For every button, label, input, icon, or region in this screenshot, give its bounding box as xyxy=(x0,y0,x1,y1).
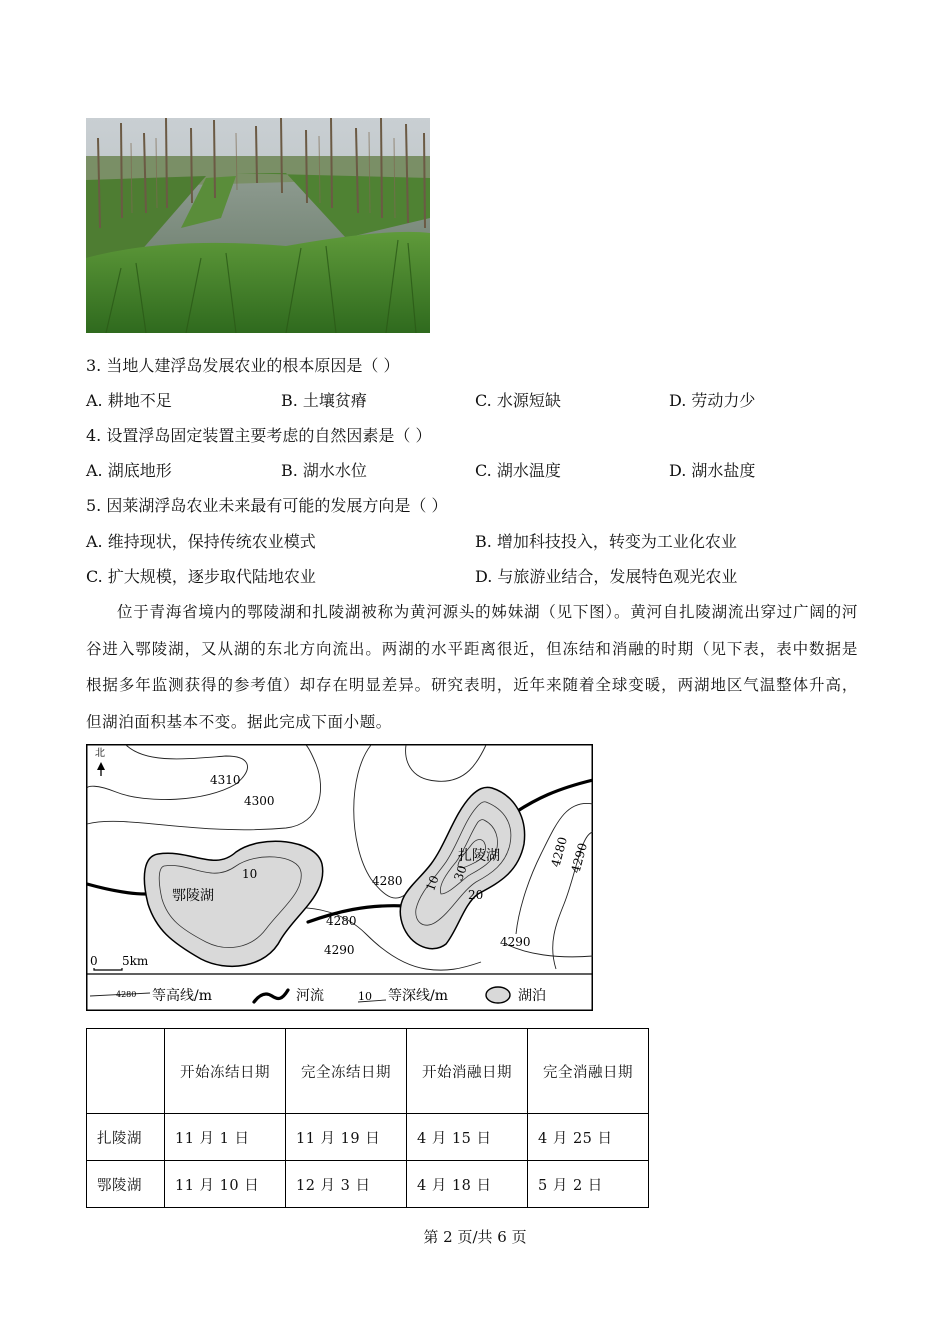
table-cell: 12 月 3 日 xyxy=(286,1161,407,1208)
table-cell: 11 月 19 日 xyxy=(286,1114,407,1161)
table-header-cell: 开始冻结日期 xyxy=(165,1029,286,1114)
contour-label-4300: 4300 xyxy=(244,794,275,808)
table-row xyxy=(87,1161,649,1208)
legend-contour-sample: 4280 xyxy=(116,990,137,999)
legend-contour-label: 等高线/m xyxy=(152,988,212,1004)
legend-depth-label: 等深线/m xyxy=(388,988,448,1004)
question-3-option-b: B. 土壤贫瘠 xyxy=(281,391,367,410)
question-5-option-a: A. 维持现状，保持传统农业模式 xyxy=(86,532,316,551)
legend-lake-label: 湖泊 xyxy=(518,988,546,1004)
contour-label-4280-c: 4280 xyxy=(548,835,570,869)
contour-label-4280-b: 4280 xyxy=(326,914,357,928)
table-cell: 4 月 18 日 xyxy=(407,1161,528,1208)
question-4-option-c: C. 湖水温度 xyxy=(475,461,561,480)
question-3-stem: 3. 当地人建浮岛发展农业的根本原因是（ ） xyxy=(86,356,400,375)
question-4-option-a: A. 湖底地形 xyxy=(86,461,172,480)
question-4-option-d: D. 湖水盐度 xyxy=(669,461,756,480)
legend-depth-sample: 10 xyxy=(358,990,372,1003)
question-3-option-a: A. 耕地不足 xyxy=(86,391,172,410)
scale-zero: 0 xyxy=(90,954,98,968)
legend-river-label: 河流 xyxy=(296,988,324,1004)
legend-lake-icon xyxy=(486,987,510,1003)
contour-label-4280-a: 4280 xyxy=(372,874,403,888)
passage-text: 位于青海省境内的鄂陵湖和扎陵湖被称为黄河源头的姊妹湖（见下图）。黄河自扎陵湖流出穿过广阔的河谷进入鄂陵湖，又从湖的东北方向流出。两湖的水平距离很近，但冻结和消融的时期（见下表，表中数据是根据多年监测获得的参考值）却存在明显差异。研究表明，近年来随着全球变暖，两湖地区气温整体升高，但湖泊面积基本不变。据此完成下面小题。 xyxy=(86,603,858,731)
question-3-option-d: D. 劳动力少 xyxy=(669,391,756,410)
table-row xyxy=(87,1114,649,1161)
table-header-cell: 完全消融日期 xyxy=(528,1029,649,1114)
table-header-row xyxy=(87,1029,649,1114)
table-header-cell xyxy=(87,1029,165,1114)
depth-label-eling: 10 xyxy=(242,867,258,881)
north-label: 北 xyxy=(95,748,105,759)
table-header-cell: 开始消融日期 xyxy=(407,1029,528,1114)
page-footer: 第 2 页/共 6 页 xyxy=(423,1228,527,1246)
depth-label-20: 20 xyxy=(468,888,484,902)
passage xyxy=(86,594,858,740)
contour-label-4290-b: 4290 xyxy=(568,841,590,875)
scale-5km: 5km xyxy=(122,954,149,968)
table-cell: 4 月 25 日 xyxy=(528,1114,649,1161)
freeze-thaw-table xyxy=(86,1028,649,1208)
contour-label-4290-c: 4290 xyxy=(500,935,531,949)
table-cell: 11 月 10 日 xyxy=(165,1161,286,1208)
table-cell: 4 月 15 日 xyxy=(407,1114,528,1161)
question-5-option-c: C. 扩大规模，逐步取代陆地农业 xyxy=(86,567,316,586)
table-cell: 5 月 2 日 xyxy=(528,1161,649,1208)
eling-lake-label: 鄂陵湖 xyxy=(172,888,214,904)
zhaling-lake-label: 扎陵湖 xyxy=(458,848,500,864)
depth-label-10: 10 xyxy=(423,873,442,893)
question-3-option-c: C. 水源短缺 xyxy=(475,391,561,410)
question-4-option-b: B. 湖水水位 xyxy=(281,461,367,480)
depth-label-30: 30 xyxy=(451,863,470,883)
contour-label-4310: 4310 xyxy=(210,773,241,787)
contour-label-4290-a: 4290 xyxy=(324,943,355,957)
table-cell: 鄂陵湖 xyxy=(87,1161,165,1208)
lakes-map xyxy=(86,744,593,1011)
question-5-option-b: B. 增加科技投入，转变为工业化农业 xyxy=(475,532,737,551)
table-header-cell: 完全冻结日期 xyxy=(286,1029,407,1114)
table-cell: 扎陵湖 xyxy=(87,1114,165,1161)
table-cell: 11 月 1 日 xyxy=(165,1114,286,1161)
question-4-stem: 4. 设置浮岛固定装置主要考虑的自然因素是（ ） xyxy=(86,426,432,445)
question-5-option-d: D. 与旅游业结合，发展特色观光农业 xyxy=(475,567,738,586)
floating-garden-photo xyxy=(86,118,430,333)
question-5-stem: 5. 因莱湖浮岛农业未来最有可能的发展方向是（ ） xyxy=(86,496,448,515)
